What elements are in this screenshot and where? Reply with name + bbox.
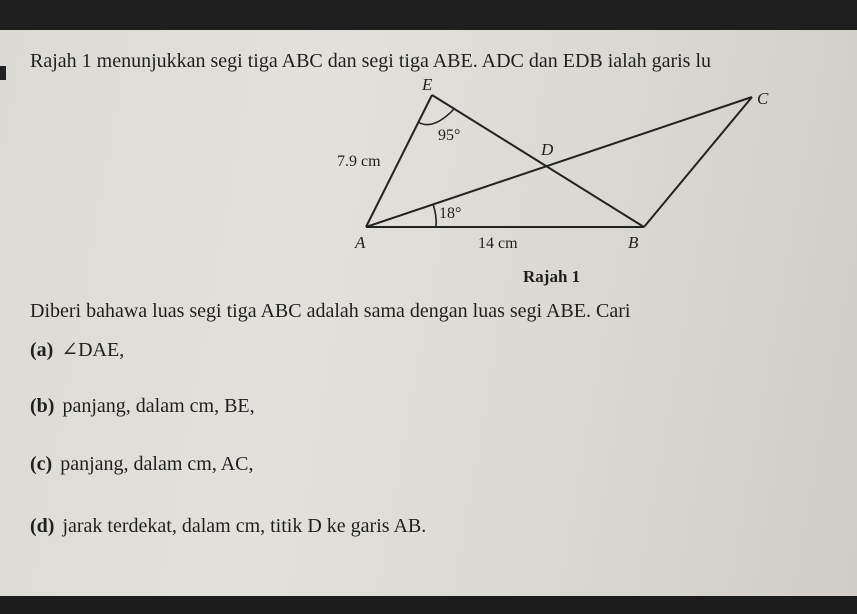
line-cb <box>644 97 752 227</box>
angle-label-e: 95° <box>438 127 461 144</box>
question-d-text: jarak terdekat, dalam cm, titik D ke garis AB. <box>62 515 427 537</box>
point-label-a: A <box>355 233 366 252</box>
angle-arc-a <box>433 204 436 227</box>
question-a <box>30 337 124 362</box>
question-d <box>30 515 426 538</box>
angle-label-a: 18° <box>439 205 462 222</box>
question-c <box>30 453 254 476</box>
line-eb <box>432 95 644 227</box>
question-d-label: (d) <box>30 515 55 537</box>
line-ac <box>366 97 752 227</box>
question-a-label: (a) <box>30 339 54 361</box>
point-label-e: E <box>422 75 433 94</box>
question-b-label: (b) <box>30 395 55 417</box>
given-text: Diberi bahawa luas segi tiga ABC adalah sama dengan luas segi ABE. Cari <box>30 300 631 322</box>
side-label-ae: 7.9 cm <box>337 153 381 170</box>
question-a-text: ∠DAE, <box>61 339 125 361</box>
question-c-text: panjang, dalam cm, AC, <box>60 453 254 475</box>
side-label-ab: 14 cm <box>478 235 518 252</box>
question-c-label: (c) <box>30 453 53 475</box>
point-label-d: D <box>541 140 554 159</box>
bottom-shadow <box>0 596 857 614</box>
point-label-c: C <box>757 89 769 108</box>
question-b <box>30 395 255 418</box>
question-b-text: panjang, dalam cm, BE, <box>62 395 255 417</box>
intro-text: Rajah 1 menunjukkan segi tiga ABC dan segi tiga ABE. ADC dan EDB ialah garis lu <box>30 50 712 72</box>
figure-caption: Rajah 1 <box>523 267 581 286</box>
point-label-b: B <box>628 233 639 252</box>
